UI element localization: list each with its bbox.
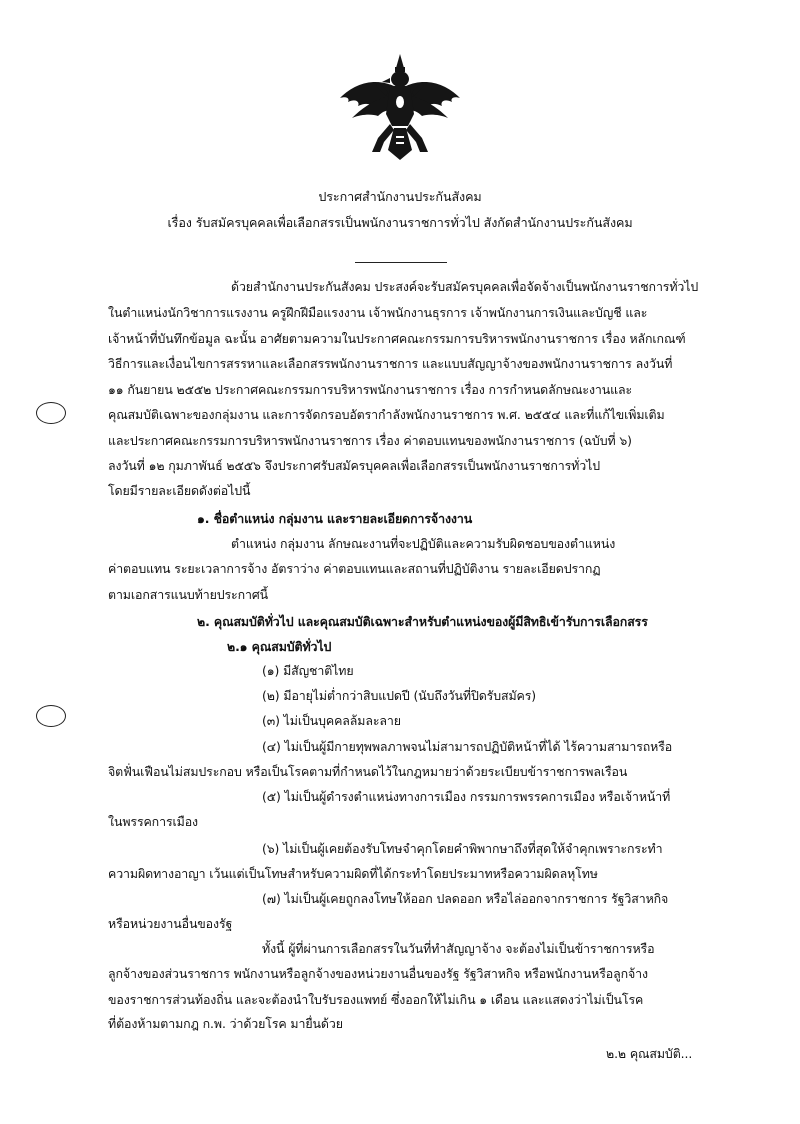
section-1-line: ค่าตอบแทน ระยะเวลาการจ้าง อัตราว่าง ค่าตอบแทนและสถานที่ปฏิบัติงาน รายละเอียดปรากฏ [108,561,601,576]
note-line: ลูกจ้างของส่วนราชการ พนักงานหรือลูกจ้างของหน่วยงานอื่นของรัฐ รัฐวิสาหกิจ หรือพนักงานหรือลูกจ้าง [108,966,648,981]
intro-line: ลงวันที่ ๑๒ กุมภาพันธ์ ๒๕๕๖ จึงประกาศรับสมัครบุคคลเพื่อเลือกสรรเป็นพนักงานราชการทั่วไป [108,458,600,473]
intro-line: ๑๑ กันยายน ๒๕๕๒ ประกาศคณะกรรมการบริหารพนักงานราชการ เรื่อง การกำหนดลักษณะงานและ [108,382,633,397]
qualification-item: (๒) มีอายุไม่ต่ำกว่าสิบแปดปี (นับถึงวันที่ปิดรับสมัคร) [262,688,537,703]
qualification-item: หรือหน่วยงานอื่นของรัฐ [108,916,233,931]
page-continuation: ๒.๒ คุณสมบัติ... [606,1046,693,1061]
qualification-item: (๕) ไม่เป็นผู้ดำรงตำแหน่งทางการเมือง กรรมการพรรคการเมือง หรือเจ้าหน้าที่ [262,789,671,804]
announcement-subject: เรื่อง รับสมัครบุคคลเพื่อเลือกสรรเป็นพนักงานราชการทั่วไป สังกัดสำนักงานประกันสังคม [167,215,633,230]
intro-line: ด้วยสำนักงานประกันสังคม ประสงค์จะรับสมัครบุคคลเพื่อจัดจ้างเป็นพนักงานราชการทั่วไป [231,279,699,294]
note-line: ที่ต้องห้ามตามกฎ ก.พ. ว่าด้วยโรค มายื่นด้วย [108,1016,343,1031]
intro-line: วิธีการและเงื่อนไขการสรรหาและเลือกสรรพนักงานราชการ และแบบสัญญาจ้างของพนักงานราชการ ลงวันที่ [108,356,673,371]
section-2-1-heading: ๒.๑ คุณสมบัติทั่วไป [227,639,332,654]
qualification-item: (๔) ไม่เป็นผู้มีกายทุพพลภาพจนไม่สามารถปฏิบัติหน้าที่ได้ ไร้ความสามารถหรือ [262,739,673,754]
note-line: ของราชการส่วนท้องถิ่น และจะต้องนำใบรับรองแพทย์ ซึ่งออกให้ไม่เกิน ๑ เดือน และแสดงว่าไม่เป็นโรค [108,992,644,1007]
qualification-item: ความผิดทางอาญา เว้นแต่เป็นโทษสำหรับความผิดที่ได้กระทำโดยประมาทหรือความผิดลหุโทษ [108,866,598,881]
header-divider [355,262,447,263]
qualification-item: (๑) มีสัญชาติไทย [262,663,354,678]
intro-line: โดยมีรายละเอียดดังต่อไปนี้ [108,483,251,498]
section-1-heading: ๑. ชื่อตำแหน่ง กลุ่มงาน และรายละเอียดการจ้างงาน [197,511,473,526]
hole-punch-mark [36,705,66,727]
qualification-item: (๖) ไม่เป็นผู้เคยต้องรับโทษจำคุกโดยคำพิพากษาถึงที่สุดให้จำคุกเพราะกระทำ [262,841,663,856]
qualification-item: (๓) ไม่เป็นบุคคลล้มละลาย [262,713,401,728]
qualification-item: จิตฟั่นเฟือนไม่สมประกอบ หรือเป็นโรคตามที่กำหนดไว้ในกฎหมายว่าด้วยระเบียบข้าราชการพลเรือน [108,764,628,779]
section-1-line: ตำแหน่ง กลุ่มงาน ลักษณะงานที่จะปฏิบัติและความรับผิดชอบของตำแหน่ง [231,536,616,551]
hole-punch-mark [36,402,66,424]
garuda-emblem-icon [320,52,480,164]
intro-line: ในตำแหน่งนักวิชาการแรงงาน ครูฝึกฝีมือแรงงาน เจ้าพนักงานธุรการ เจ้าพนักงานการเงินและบัญชี และ [108,305,648,320]
intro-line: เจ้าหน้าที่บันทึกข้อมูล ฉะนั้น อาศัยตามความในประกาศคณะกรรมการบริหารพนักงานราชการ เรื่อง หลักเกณฑ์ [108,331,686,346]
qualification-item: ในพรรคการเมือง [108,814,198,829]
intro-line: คุณสมบัติเฉพาะของกลุ่มงาน และการจัดกรอบอัตรากำลังพนักงานราชการ พ.ศ. ๒๕๕๔ และที่แก้ไขเพิ่มเติม [108,407,665,422]
qualification-item: (๗) ไม่เป็นผู้เคยถูกลงโทษให้ออก ปลดออก หรือไล่ออกจากราชการ รัฐวิสาหกิจ [262,891,669,906]
announcement-title: ประกาศสำนักงานประกันสังคม [318,189,482,204]
note-line: ทั้งนี้ ผู้ที่ผ่านการเลือกสรรในวันที่ทำสัญญาจ้าง จะต้องไม่เป็นข้าราชการหรือ [262,941,655,956]
section-1-line: ตามเอกสารแนบท้ายประกาศนี้ [108,587,269,602]
intro-line: และประกาศคณะกรรมการบริหารพนักงานราชการ เรื่อง ค่าตอบแทนของพนักงานราชการ (ฉบับที่ ๖) [108,433,632,448]
section-2-heading: ๒. คุณสมบัติทั่วไป และคุณสมบัติเฉพาะสำหรับตำแหน่งของผู้มีสิทธิเข้ารับการเลือกสรร [197,614,648,629]
